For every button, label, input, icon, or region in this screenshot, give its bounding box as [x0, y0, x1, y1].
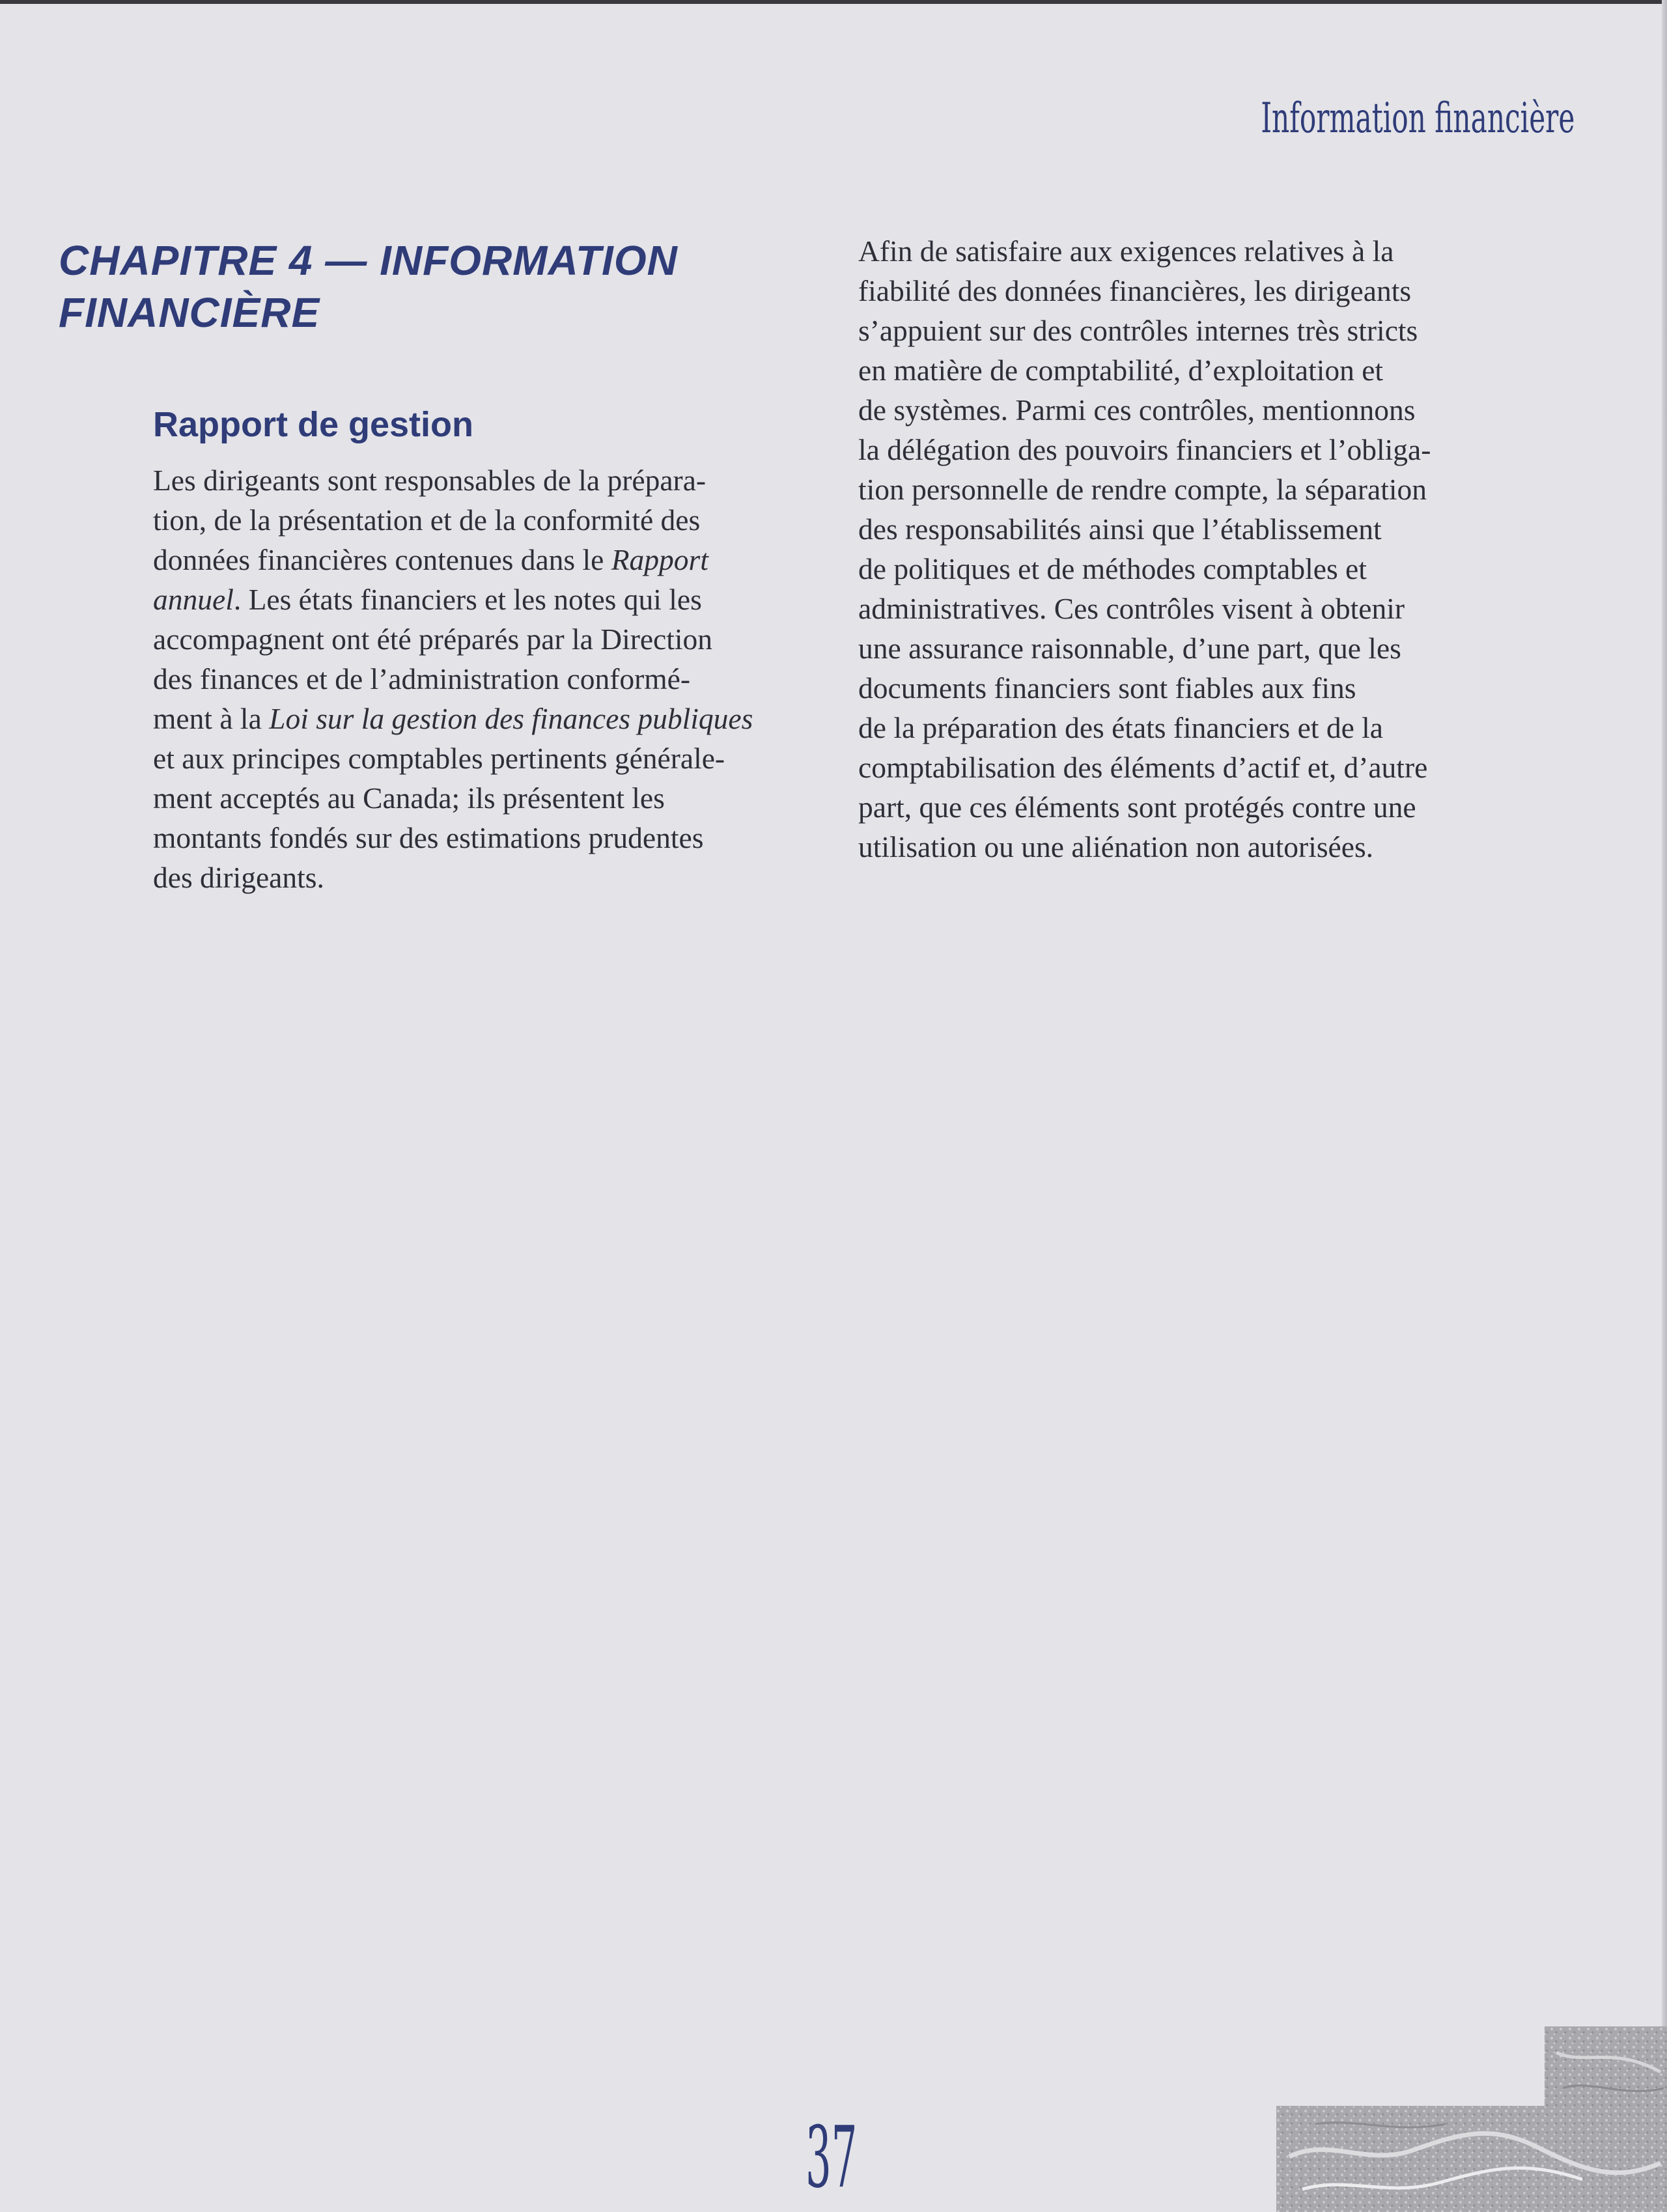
- text-line: de politiques et de méthodes comptables et: [858, 552, 1367, 585]
- text-line: en matière de comptabilité, d’exploitation et: [858, 354, 1384, 387]
- text-line: accompagnent ont été préparés par la Direction: [153, 623, 713, 656]
- text-line: s’appuient sur des contrôles internes très stricts: [858, 314, 1418, 347]
- page-number: 37: [805, 2108, 858, 2207]
- page-edge-shadow: [1662, 0, 1667, 2212]
- running-header: Information financière: [1260, 94, 1575, 143]
- text-line: et aux principes comptables pertinents générale-: [153, 742, 725, 775]
- text-line: de la préparation des états financiers et de la: [858, 711, 1383, 744]
- right-column-paragraph: [858, 231, 1431, 867]
- italic-law-title: Loi sur la gestion des finances publiques: [269, 702, 753, 735]
- text-line: tion, de la présentation et de la conformité des: [153, 503, 701, 537]
- text-line: comptabilisation des éléments d’actif et, d’autre: [858, 751, 1428, 784]
- text-run: données financières contenues dans le: [153, 543, 611, 576]
- text-line: des responsabilités ainsi que l’établissement: [858, 512, 1382, 546]
- text-run: . Les états financiers et les notes qui les: [233, 583, 702, 616]
- text-line: utilisation ou une aliénation non autorisées.: [858, 830, 1374, 863]
- text-line: [153, 580, 753, 619]
- chapter-title-line: FINANCIÈRE: [59, 289, 320, 336]
- text-line: part, que ces éléments sont protégés contre une: [858, 791, 1416, 824]
- text-line: une assurance raisonnable, d’une part, que les: [858, 632, 1401, 665]
- scan-edge: [0, 0, 1667, 4]
- chapter-title-line: CHAPITRE 4 — INFORMATION: [59, 237, 678, 284]
- italic-title: Rapport: [611, 543, 708, 576]
- text-line: de systèmes. Parmi ces contrôles, mentionnons: [858, 393, 1416, 427]
- text-line: tion personnelle de rendre compte, la séparation: [858, 473, 1427, 506]
- text-line: [153, 699, 753, 738]
- text-line: des finances et de l’administration conformé-: [153, 662, 691, 695]
- left-column-paragraph: [153, 460, 753, 897]
- text-line: [153, 540, 753, 580]
- section-heading: Rapport de gestion: [153, 405, 474, 444]
- text-line: fiabilité des données financières, les dirigeants: [858, 274, 1412, 307]
- text-line: des dirigeants.: [153, 861, 324, 894]
- text-line: la délégation des pouvoirs financiers et l’obliga-: [858, 433, 1431, 466]
- grey-map-texture-icon: [1276, 2026, 1667, 2212]
- italic-title: annuel: [153, 583, 234, 616]
- text-line: montants fondés sur des estimations prudentes: [153, 821, 704, 854]
- text-line: ment acceptés au Canada; ils présentent les: [153, 781, 665, 815]
- chapter-title: [59, 234, 827, 339]
- text-line: administratives. Ces contrôles visent à obtenir: [858, 592, 1405, 625]
- text-line: Afin de satisfaire aux exigences relatives à la: [858, 234, 1394, 268]
- text-run: ment à la: [153, 702, 270, 735]
- text-line: documents financiers sont fiables aux fins: [858, 671, 1356, 705]
- text-line: Les dirigeants sont responsables de la prépara-: [153, 464, 707, 497]
